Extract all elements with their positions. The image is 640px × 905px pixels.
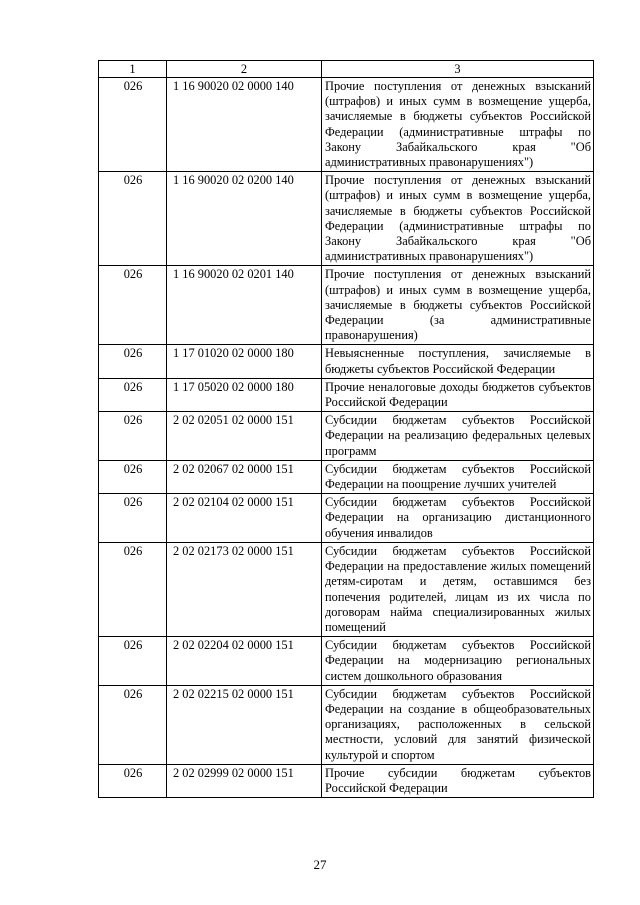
description-cell: Субсидии бюджетам субъектов Российской Федерации на реализацию федеральных целевых программ bbox=[322, 412, 594, 461]
column-header-3: 3 bbox=[322, 61, 594, 78]
admin-code-cell: 026 bbox=[99, 172, 167, 266]
description-cell: Прочие субсидии бюджетам субъектов Российской Федерации bbox=[322, 764, 594, 797]
table-row bbox=[99, 378, 594, 411]
budget-code-cell: 2 02 02051 02 0000 151 bbox=[167, 412, 322, 461]
admin-code-cell: 026 bbox=[99, 637, 167, 686]
admin-code-cell: 026 bbox=[99, 764, 167, 797]
admin-code-cell: 026 bbox=[99, 345, 167, 378]
revenue-codes-table bbox=[98, 60, 594, 798]
table-row bbox=[99, 494, 594, 543]
description-cell: Прочие неналоговые доходы бюджетов субъектов Российской Федерации bbox=[322, 378, 594, 411]
table-row bbox=[99, 78, 594, 172]
description-cell: Прочие поступления от денежных взысканий (штрафов) и иных сумм в возмещение ущерба, зачисляемые в бюджеты субъектов Российской Федерации (за административные правонарушения) bbox=[322, 266, 594, 345]
table-header-row bbox=[99, 61, 594, 78]
budget-code-cell: 2 02 02999 02 0000 151 bbox=[167, 764, 322, 797]
admin-code-cell: 026 bbox=[99, 542, 167, 636]
budget-code-cell: 2 02 02067 02 0000 151 bbox=[167, 460, 322, 493]
admin-code-cell: 026 bbox=[99, 78, 167, 172]
table-row bbox=[99, 172, 594, 266]
page-number: 27 bbox=[313, 857, 327, 872]
table-row bbox=[99, 412, 594, 461]
description-cell: Прочие поступления от денежных взысканий (штрафов) и иных сумм в возмещение ущерба, зачисляемые в бюджеты субъектов Российской Федерации (административные штрафы по Закону Забайкальского края "Об административных правонарушениях") bbox=[322, 172, 594, 266]
column-header-1: 1 bbox=[99, 61, 167, 78]
admin-code-cell: 026 bbox=[99, 460, 167, 493]
budget-code-cell: 1 16 90020 02 0000 140 bbox=[167, 78, 322, 172]
column-header-2: 2 bbox=[167, 61, 322, 78]
table-row bbox=[99, 764, 594, 797]
description-cell: Субсидии бюджетам субъектов Российской Федерации на модернизацию региональных систем дошкольного образования bbox=[322, 637, 594, 686]
budget-code-cell: 2 02 02104 02 0000 151 bbox=[167, 494, 322, 543]
description-cell: Субсидии бюджетам субъектов Российской Федерации на организацию дистанционного обучения инвалидов bbox=[322, 494, 594, 543]
admin-code-cell: 026 bbox=[99, 685, 167, 764]
budget-code-cell: 1 16 90020 02 0200 140 bbox=[167, 172, 322, 266]
admin-code-cell: 026 bbox=[99, 378, 167, 411]
admin-code-cell: 026 bbox=[99, 494, 167, 543]
budget-code-cell: 2 02 02173 02 0000 151 bbox=[167, 542, 322, 636]
admin-code-cell: 026 bbox=[99, 266, 167, 345]
table-row bbox=[99, 685, 594, 764]
table-row bbox=[99, 637, 594, 686]
budget-code-cell: 2 02 02215 02 0000 151 bbox=[167, 685, 322, 764]
description-cell: Невыясненные поступления, зачисляемые в бюджеты субъектов Российской Федерации bbox=[322, 345, 594, 378]
description-cell: Прочие поступления от денежных взысканий (штрафов) и иных сумм в возмещение ущерба, зачисляемые в бюджеты субъектов Российской Федерации (административные штрафы по Закону Забайкальского края "Об административных правонарушениях") bbox=[322, 78, 594, 172]
table-row bbox=[99, 266, 594, 345]
budget-code-cell: 1 17 05020 02 0000 180 bbox=[167, 378, 322, 411]
description-cell: Субсидии бюджетам субъектов Российской Федерации на предоставление жилых помещений детям-сиротам и детям, оставшимся без попечения родителей, лицам из их числа по договорам найма специализированных жилых помещений bbox=[322, 542, 594, 636]
description-cell: Субсидии бюджетам субъектов Российской Федерации на поощрение лучших учителей bbox=[322, 460, 594, 493]
table-row bbox=[99, 345, 594, 378]
description-cell: Субсидии бюджетам субъектов Российской Федерации на создание в общеобразовательных организациях, расположенных в сельской местности, условий для занятий физической культурой и спортом bbox=[322, 685, 594, 764]
admin-code-cell: 026 bbox=[99, 412, 167, 461]
budget-code-cell: 1 16 90020 02 0201 140 bbox=[167, 266, 322, 345]
budget-code-cell: 1 17 01020 02 0000 180 bbox=[167, 345, 322, 378]
budget-code-cell: 2 02 02204 02 0000 151 bbox=[167, 637, 322, 686]
table-row bbox=[99, 460, 594, 493]
table-row bbox=[99, 542, 594, 636]
